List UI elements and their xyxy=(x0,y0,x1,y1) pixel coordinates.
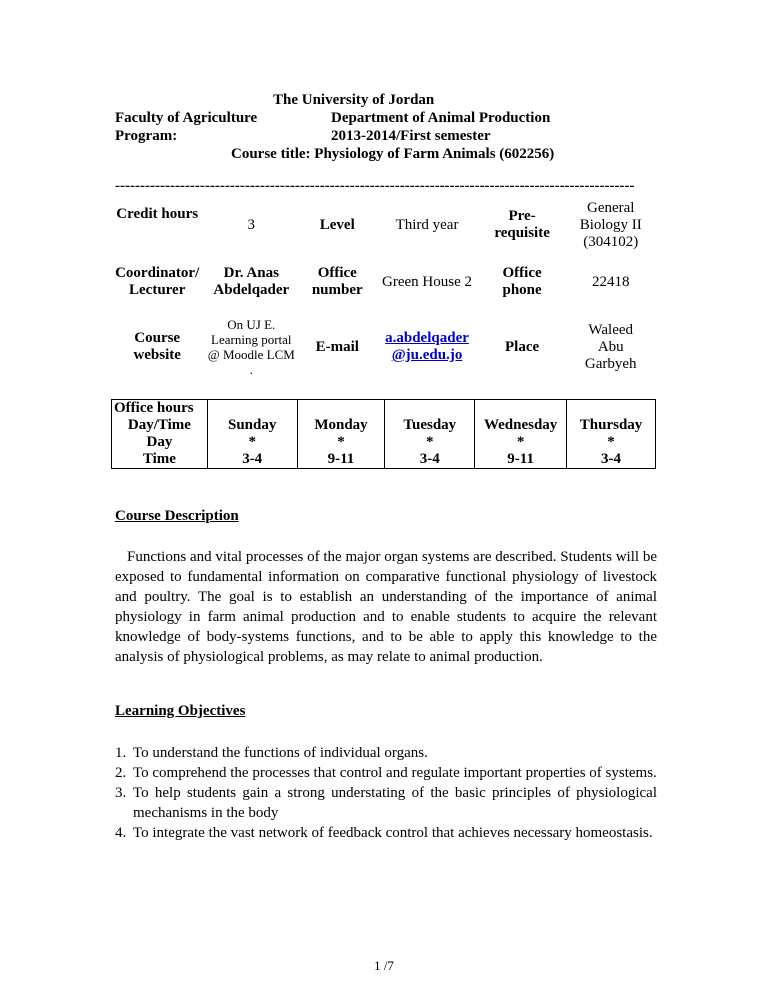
department-name: Department of Animal Production xyxy=(331,110,551,126)
prereq-value: General Biology II (304102) xyxy=(579,199,642,250)
time-tuesday: 3-4 xyxy=(385,451,475,469)
day-sunday: Sunday xyxy=(207,417,297,434)
office-phone-value: 22418 xyxy=(591,273,630,290)
page-number: 1 /7 xyxy=(374,958,394,973)
semester: 2013-2014/First semester xyxy=(331,128,491,144)
course-info-table xyxy=(111,196,656,384)
day-wednesday: Wednesday xyxy=(475,417,567,434)
objective-number: 1. xyxy=(115,745,127,761)
level-label: Level xyxy=(319,216,355,233)
email-link-text[interactable]: a.abdelqader @ju.edu.jo xyxy=(385,330,469,363)
email-label: E-mail xyxy=(315,338,359,355)
objective-text: To comprehend the processes that control and regulate important properties of systems. xyxy=(133,765,657,781)
website-value: On UJ E. Learning portal @ Moodle LCM . xyxy=(207,317,295,377)
time-monday: 9-11 xyxy=(297,451,385,469)
office-number-label: Office number xyxy=(311,265,363,298)
website-label: Course website xyxy=(133,330,181,363)
prereq-label: Pre-requisite xyxy=(494,208,550,241)
day-mark-thursday: * xyxy=(567,434,656,451)
faculty-name: Faculty of Agriculture xyxy=(115,110,258,126)
day-mark-tuesday: * xyxy=(385,434,475,451)
office-phone-label: Office phone xyxy=(502,265,542,298)
coordinator-value: Dr. Anas Abdelqader xyxy=(213,265,290,298)
time-wednesday: 9-11 xyxy=(475,451,567,469)
separator-line: -------------------------------------------------------------------------------------------------------- xyxy=(115,178,635,194)
day-mark-wednesday: * xyxy=(475,434,567,451)
objective-number: 2. xyxy=(115,765,127,781)
objective-text: To help students gain a strong understating of the basic principles of physiological mechanisms in the body xyxy=(133,785,657,821)
day-thursday: Thursday xyxy=(567,417,656,434)
university-name: The University of Jordan xyxy=(273,92,435,108)
day-label: Day xyxy=(112,434,208,451)
list-item xyxy=(115,823,657,843)
place-value: Waleed Abu Garbyeh xyxy=(584,321,637,372)
day-time-label: Day/Time xyxy=(112,417,208,434)
day-mark-sunday: * xyxy=(207,434,297,451)
place-label: Place xyxy=(505,338,540,355)
coordinator-label: Coordinator/ Lecturer xyxy=(115,265,200,298)
day-tuesday: Tuesday xyxy=(385,417,475,434)
time-sunday: 3-4 xyxy=(207,451,297,469)
course-title: Course title: Physiology of Farm Animals (602256) xyxy=(231,146,555,162)
objective-text: To understand the functions of individual organs. xyxy=(133,745,428,761)
learning-objectives-heading: Learning Objectives xyxy=(115,703,246,719)
level-value: Third year xyxy=(395,216,459,233)
objective-number: 4. xyxy=(115,825,127,841)
office-hours-label: Office hours xyxy=(112,400,208,418)
course-description-heading: Course Description xyxy=(115,508,239,524)
time-label: Time xyxy=(112,451,208,469)
course-description-text: Functions and vital processes of the major organ systems are described. Students will be exposed to fundamental information on comparative functional physiology of livestock and poultry. The goal is to establish an understanding of the importance of animal physiology in farm animal production and to enable students to acquire the relevant knowledge of body-systems functions, and to be able to apply this knowledge to the analysis of physiological problems, as may relate to animal production. xyxy=(115,549,657,665)
credit-hours-label: Credit hours xyxy=(116,206,199,222)
objectives-list xyxy=(115,743,657,843)
time-thursday: 3-4 xyxy=(567,451,656,469)
credit-hours-value: 3 xyxy=(247,216,256,233)
program-label: Program: xyxy=(115,128,178,144)
day-mark-monday: * xyxy=(297,434,385,451)
list-item xyxy=(115,743,657,763)
objective-text: To integrate the vast network of feedback control that achieves necessary homeostasis. xyxy=(133,825,653,841)
email-link[interactable] xyxy=(375,310,478,384)
office-number-value: Green House 2 xyxy=(382,273,472,290)
objective-number: 3. xyxy=(115,785,127,801)
list-item xyxy=(115,763,657,783)
day-monday: Monday xyxy=(297,417,385,434)
list-item xyxy=(115,783,657,823)
office-hours-table xyxy=(111,399,656,469)
